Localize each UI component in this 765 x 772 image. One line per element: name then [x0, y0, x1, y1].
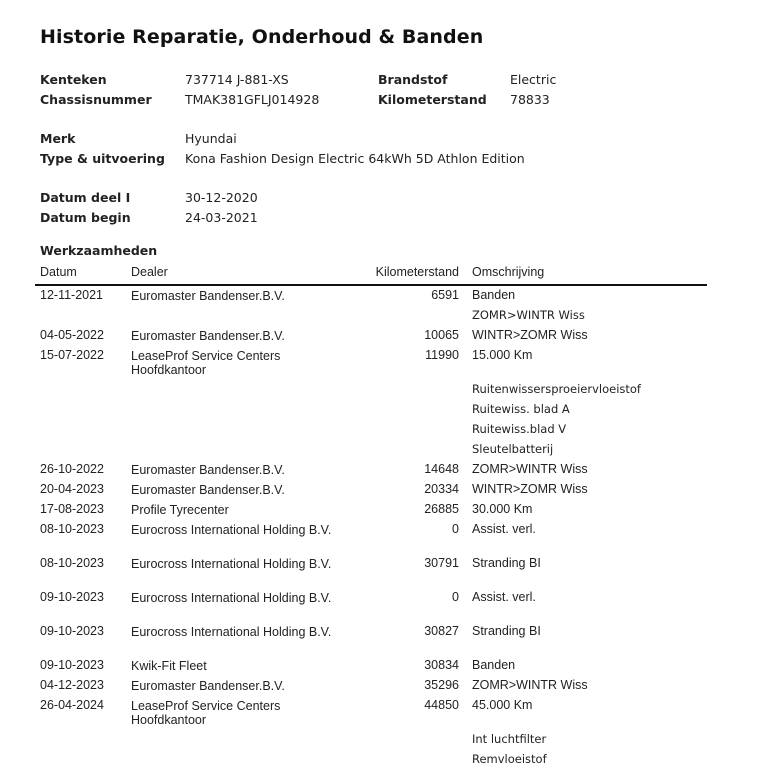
- table-row: [0, 328, 765, 348]
- header-omschrijving: Omschrijving: [472, 265, 545, 279]
- cell-kilometerstand: 26885: [424, 502, 459, 516]
- cell-kilometerstand: 30827: [424, 624, 459, 638]
- cell-omschrijving: 45.000 Km: [472, 698, 533, 712]
- kilometerstand-label: Kilometerstand: [378, 92, 487, 107]
- table-row-extra: [0, 422, 765, 442]
- header-divider: [35, 284, 707, 286]
- section-title-werkzaamheden: Werkzaamheden: [40, 243, 158, 258]
- table-row: [0, 522, 765, 556]
- cell-omschrijving-extra: Sleutelbatterij: [472, 442, 554, 456]
- cell-dealer: Euromaster Bandenser.B.V.: [131, 679, 285, 693]
- datum-begin-value: 24-03-2021: [185, 210, 258, 225]
- type-value: Kona Fashion Design Electric 64kWh 5D Athlon Edition: [185, 151, 525, 166]
- cell-datum: 09-10-2023: [40, 624, 104, 638]
- kenteken-value: 737714 J-881-XS: [185, 72, 289, 87]
- cell-kilometerstand: 6591: [431, 288, 459, 302]
- cell-kilometerstand: 11990: [425, 348, 459, 362]
- table-row-extra: [0, 308, 765, 328]
- cell-dealer: Euromaster Bandenser.B.V.: [131, 463, 285, 477]
- cell-omschrijving: ZOMR>WINTR Wiss: [472, 462, 588, 476]
- cell-dealer: Eurocross International Holding B.V.: [131, 557, 332, 571]
- table-row-extra: [0, 382, 765, 402]
- cell-omschrijving: Assist. verl.: [472, 590, 536, 604]
- table-row: [0, 658, 765, 678]
- cell-dealer: LeaseProf Service Centers Hoofdkantoor: [131, 699, 281, 727]
- table-row-extra: [0, 442, 765, 462]
- cell-dealer: LeaseProf Service Centers Hoofdkantoor: [131, 349, 281, 377]
- cell-datum: 26-10-2022: [40, 462, 104, 476]
- cell-dealer: Profile Tyrecenter: [131, 503, 229, 517]
- cell-datum: 17-08-2023: [40, 502, 104, 516]
- kenteken-label-bold: Kenteken: [40, 72, 107, 87]
- table-row-extra: [0, 732, 765, 752]
- cell-omschrijving: Stranding BI: [472, 556, 541, 570]
- cell-dealer: Eurocross International Holding B.V.: [131, 591, 332, 605]
- type-label: Type & uitvoering: [40, 151, 165, 166]
- brandstof-label: Brandstof: [378, 72, 448, 87]
- cell-omschrijving-extra: Int luchtfilter: [472, 732, 547, 746]
- chassis-label: Chassisnummer: [40, 92, 152, 107]
- cell-dealer: Euromaster Bandenser.B.V.: [131, 329, 285, 343]
- cell-omschrijving: ZOMR>WINTR Wiss: [472, 678, 588, 692]
- cell-dealer: Euromaster Bandenser.B.V.: [131, 483, 285, 497]
- cell-datum: 08-10-2023: [40, 522, 104, 536]
- chassis-value: TMAK381GFLJ014928: [185, 92, 320, 107]
- table-row: [0, 482, 765, 502]
- header-kilometerstand: Kilometerstand: [375, 265, 459, 279]
- table-body: [0, 288, 765, 772]
- kilometerstand-value: 78833: [510, 92, 550, 107]
- cell-omschrijving: WINTR>ZOMR Wiss: [472, 482, 588, 496]
- cell-omschrijving: WINTR>ZOMR Wiss: [472, 328, 588, 342]
- cell-omschrijving: Banden: [472, 288, 516, 302]
- cell-omschrijving: Assist. verl.: [472, 522, 536, 536]
- cell-datum: 09-10-2023: [40, 590, 104, 604]
- table-row: [0, 288, 765, 308]
- table-row-extra: [0, 402, 765, 422]
- cell-datum: 12-11-2021: [40, 288, 104, 302]
- cell-datum: 04-05-2022: [40, 328, 104, 342]
- cell-datum: 09-10-2023: [40, 658, 104, 672]
- brandstof-value: Electric: [510, 72, 557, 87]
- cell-kilometerstand: 30791: [424, 556, 459, 570]
- header-dealer: Dealer: [131, 265, 168, 279]
- cell-kilometerstand: 20334: [424, 482, 459, 496]
- table-row: [0, 698, 765, 732]
- cell-datum: 20-04-2023: [40, 482, 104, 496]
- werkzaamheden-table: [0, 265, 765, 772]
- cell-kilometerstand: 44850: [424, 698, 459, 712]
- cell-omschrijving: 30.000 Km: [472, 502, 533, 516]
- table-row: [0, 624, 765, 658]
- page-title: Historie Reparatie, Onderhoud & Banden: [40, 26, 484, 48]
- cell-kilometerstand: 30834: [424, 658, 459, 672]
- cell-kilometerstand: 35296: [424, 678, 459, 692]
- table-row: [0, 556, 765, 590]
- cell-omschrijving-extra: Remvloeistof: [472, 752, 547, 766]
- cell-dealer: Kwik-Fit Fleet: [131, 659, 207, 673]
- cell-dealer: Eurocross International Holding B.V.: [131, 625, 332, 639]
- table-row: [0, 502, 765, 522]
- merk-label: Merk: [40, 131, 76, 146]
- cell-datum: 04-12-2023: [40, 678, 104, 692]
- datum-deel-label: Datum deel I: [40, 190, 131, 205]
- cell-omschrijving-extra: Ruitewiss.blad V: [472, 422, 567, 436]
- cell-datum: 08-10-2023: [40, 556, 104, 570]
- cell-omschrijving-extra: Ruitenwissersproeiervloeistof: [472, 382, 641, 396]
- table-row: [0, 348, 765, 382]
- cell-kilometerstand: 0: [452, 590, 459, 604]
- cell-omschrijving-extra: ZOMR>WINTR Wiss: [472, 308, 585, 322]
- cell-kilometerstand: 0: [452, 522, 459, 536]
- cell-kilometerstand: 14648: [424, 462, 459, 476]
- datum-begin-label: Datum begin: [40, 210, 131, 225]
- header-datum: Datum: [40, 265, 77, 279]
- table-header: [0, 265, 765, 285]
- datum-deel-value: 30-12-2020: [185, 190, 258, 205]
- table-row: [0, 462, 765, 482]
- cell-omschrijving: Banden: [472, 658, 516, 672]
- cell-kilometerstand: 10065: [424, 328, 459, 342]
- table-row: [0, 590, 765, 624]
- cell-dealer: Euromaster Bandenser.B.V.: [131, 289, 285, 303]
- table-row-extra: [0, 752, 765, 772]
- table-row: [0, 678, 765, 698]
- cell-omschrijving-extra: Ruitewiss. blad A: [472, 402, 570, 416]
- cell-datum: 15-07-2022: [40, 348, 104, 362]
- cell-dealer: Eurocross International Holding B.V.: [131, 523, 332, 537]
- cell-omschrijving: 15.000 Km: [472, 348, 533, 362]
- cell-omschrijving: Stranding BI: [472, 624, 541, 638]
- cell-datum: 26-04-2024: [40, 698, 104, 712]
- merk-value: Hyundai: [185, 131, 237, 146]
